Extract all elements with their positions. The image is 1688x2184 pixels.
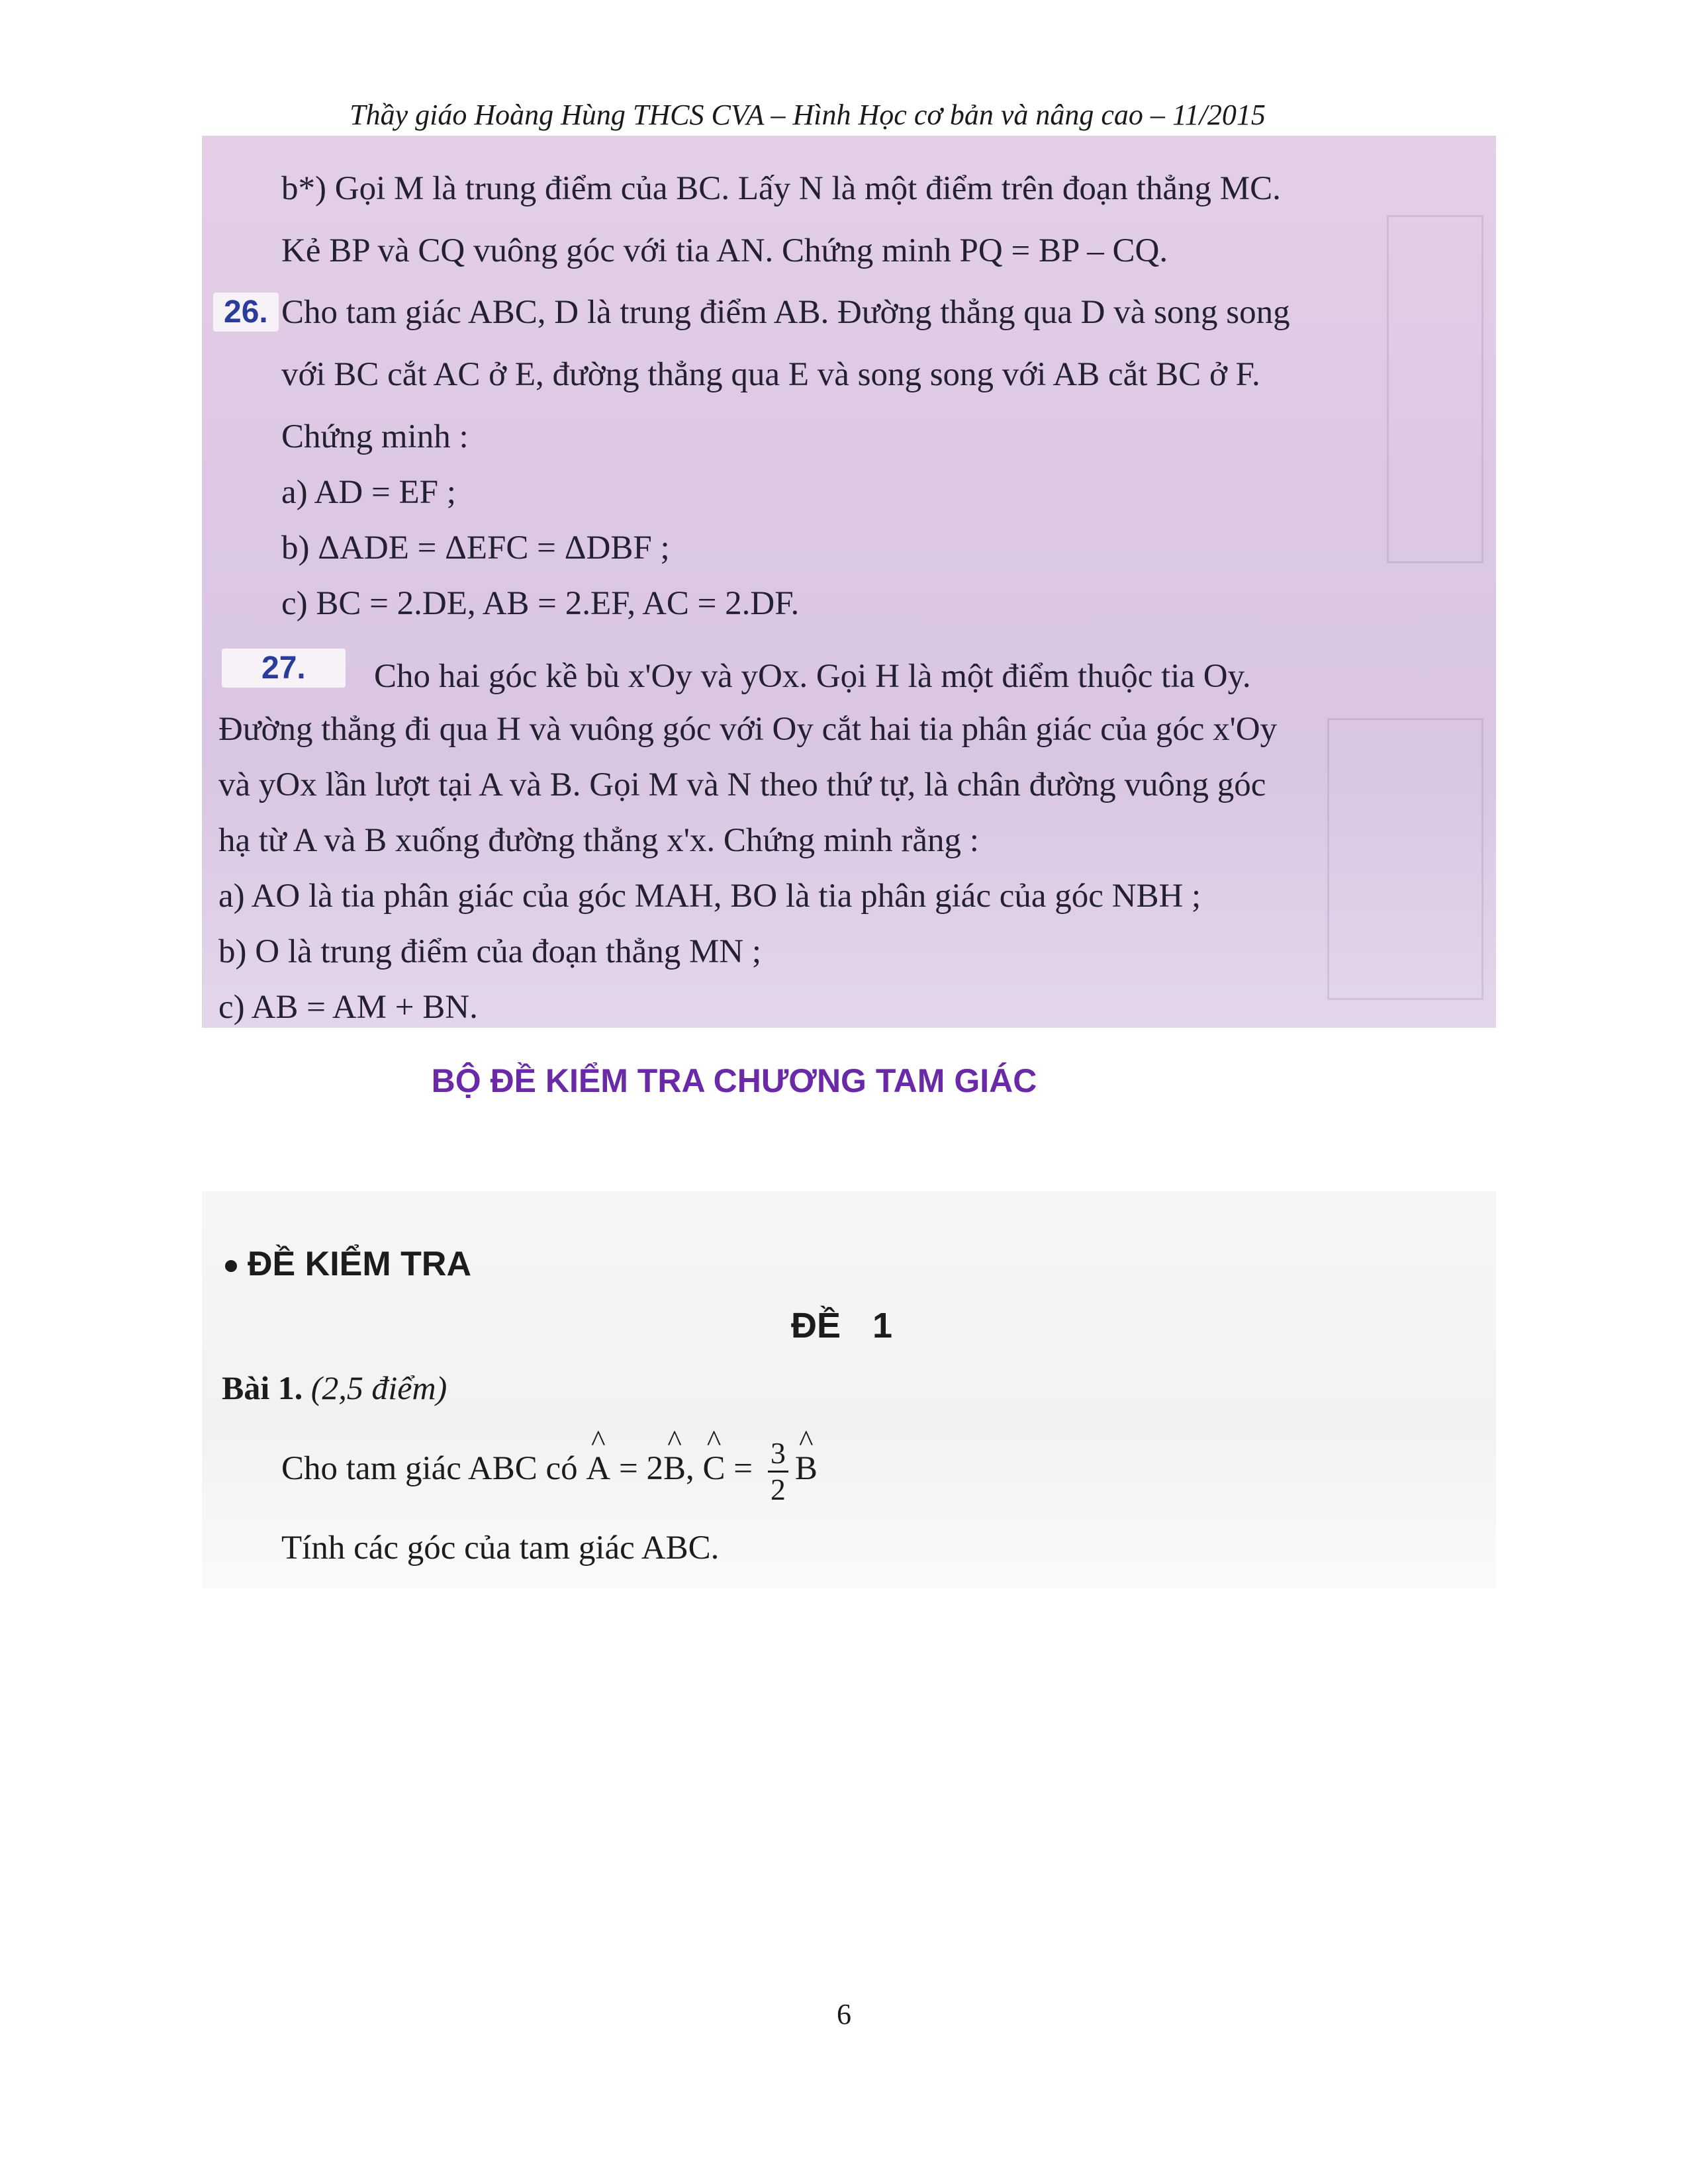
- question-1-condition: [281, 1424, 818, 1507]
- problem-27-line: b) O là trung điểm của đoạn thẳng MN ;: [218, 933, 762, 970]
- angle-b2-letter: B: [794, 1450, 818, 1488]
- question-1-label: Bài 1.: [222, 1369, 303, 1406]
- equals: =: [733, 1450, 753, 1488]
- exam-title-number: 1: [872, 1306, 893, 1345]
- exam-title-label: ĐỀ: [791, 1306, 841, 1345]
- equals-two: = 2: [618, 1450, 663, 1488]
- section-title: BỘ ĐỀ KIỂM TRA CHƯƠNG TAM GIÁC: [431, 1062, 1037, 1099]
- comma: ,: [686, 1450, 694, 1488]
- angle-c-letter: C: [702, 1450, 726, 1488]
- problem-27-line: Đường thẳng đi qua H và vuông góc với Oy cắt hai tia phân giác của góc x'Oy: [218, 711, 1278, 748]
- angle-b: ^ B: [663, 1424, 686, 1488]
- problem-27-text: [218, 698, 1277, 1032]
- page-number: 6: [837, 1998, 851, 2030]
- scan-bleed-box-2: [1327, 718, 1483, 1000]
- problem-27-line: a) AO là tia phân giác của góc MAH, BO là tia phân giác của góc NBH ;: [218, 878, 1201, 915]
- angle-a-letter: A: [586, 1450, 611, 1488]
- problem-26-line: Chứng minh :: [281, 418, 469, 455]
- problem-26-line: Cho tam giác ABC, D là trung điểm AB. Đường thẳng qua D và song song: [281, 294, 1290, 331]
- problem-26-line: c) BC = 2.DE, AB = 2.EF, AC = 2.DF.: [281, 585, 800, 622]
- angle-b-2: ^ B: [794, 1424, 818, 1488]
- problem-27-line: và yOx lần lượt tại A và B. Gọi M và N theo thứ tự, là chân đường vuông góc: [218, 766, 1266, 803]
- bullet-icon: [225, 1260, 237, 1272]
- exam-title: [791, 1305, 892, 1346]
- angle-c: ^ C: [702, 1424, 726, 1488]
- fraction-denominator: 2: [770, 1473, 786, 1506]
- question-1-heading: [222, 1369, 447, 1407]
- question-1-points: (2,5 điểm): [310, 1369, 447, 1406]
- problem-26-line: a) AD = EF ;: [281, 474, 456, 511]
- problem-27-line: Cho hai góc kề bù x'Oy và yOx. Gọi H là một điểm thuộc tia Oy.: [374, 658, 1251, 695]
- problem-26-number: 26.: [213, 293, 279, 332]
- problem-27-number: 27.: [222, 649, 346, 688]
- problem-27-line: hạ từ A và B xuống đường thẳng x'x. Chứng minh rằng :: [218, 822, 979, 859]
- exam-heading: [225, 1244, 471, 1284]
- angle-b-letter: B: [663, 1450, 686, 1488]
- page-header: Thầy giáo Hoàng Hùng THCS CVA – Hình Học cơ bản và nâng cao – 11/2015: [350, 99, 1266, 131]
- fraction-numerator: 3: [768, 1436, 788, 1473]
- question-1-task: Tính các góc của tam giác ABC.: [281, 1529, 720, 1567]
- exam-heading-text: ĐỀ KIỂM TRA: [248, 1245, 471, 1283]
- problem-26-line: với BC cắt AC ở E, đường thẳng qua E và song song với AB cắt BC ở F.: [281, 356, 1260, 393]
- problem-b-line: b*) Gọi M là trung điểm của BC. Lấy N là một điểm trên đoạn thẳng MC.: [281, 170, 1281, 207]
- problem-26-text: [281, 281, 1290, 628]
- problem-26-line: b) ΔADE = ΔEFC = ΔDBF ;: [281, 529, 670, 567]
- problem-b-line: Kẻ BP và CQ vuông góc với tia AN. Chứng minh PQ = BP – CQ.: [281, 232, 1168, 269]
- fraction-three-halves: [768, 1436, 788, 1507]
- problem-27-line: c) AB = AM + BN.: [218, 989, 478, 1026]
- problem-b-text: [281, 158, 1281, 282]
- angle-a: ^ A: [586, 1424, 611, 1488]
- scan-bleed-box: [1387, 215, 1483, 563]
- condition-prefix: Cho tam giác ABC có: [281, 1450, 578, 1488]
